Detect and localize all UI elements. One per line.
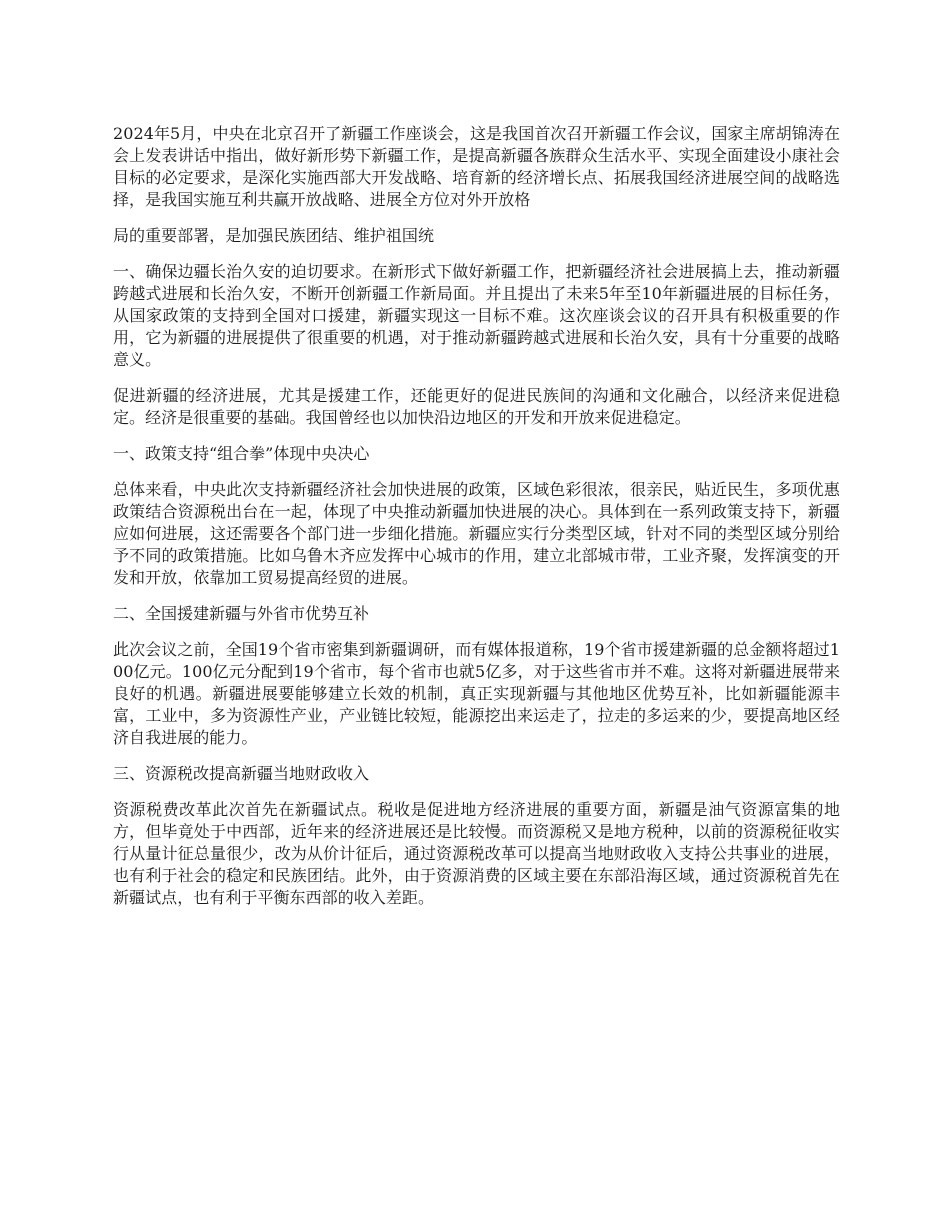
paragraph-intro-continued: 局的重要部署，是加强民族团结、维护祖国统 — [113, 226, 435, 245]
paragraph-economic-development: 促进新疆的经济进展，尤其是援建工作，还能更好的促进民族间的沟通和文化融合，以经济来促进稳定。经济是很重要的基础。我国曾经也以加快沿边地区的开发和开放来促进稳定。 — [113, 386, 840, 427]
paragraph-resource-tax: 资源税费改革此次首先在新疆试点。税收是促进地方经济进展的重要方面，新疆是油气资源富集的地方，但毕竟处于中西部，近年来的经济进展还是比较慢。而资源税又是地方税种，以前的资源税征收实行从量计征总量很少，改为从价计征后，通过资源税改革可以提高当地财政收入支持公共事业的进展，也有利于社会的稳定和民族团结。此外，由于资源消费的区域主要在东部沿海区域，通过资源税首先在新疆试点，也有利于平衡东西部的收入差距。 — [113, 800, 840, 907]
paragraph-national-aid: 此次会议之前，全国19个省市密集到新疆调研，而有媒体报道称，19个省市援建新疆的总金额将超过100亿元。100亿元分配到19个省市，每个省市也就5亿多，对于这些省市并不难。这将对新疆进展带来良好的机遇。新疆进展要能够建立长效的机制，真正实现新疆与其他地区优势互补，比如新疆能源丰富，工业中，多为资源性产业，产业链比较短，能源挖出来运走了，拉走的多运来的少，要提高地区经济自我进展的能力。 — [113, 640, 840, 747]
paragraph-policy-support: 总体来看，中央此次支持新疆经济社会加快进展的政策，区域色彩很浓，很亲民，贴近民生，多项优惠政策结合资源税出台在一起，体现了中央推动新疆加快进展的决心。具体到在一系列政策支持下，新疆应如何进展，这还需要各个部门进一步细化措施。新疆应实行分类型区域，针对不同的类型区域分别给予不同的政策措施。比如乌鲁木齐应发挥中心城市的作用，建立北部城市带，工业齐聚，发挥演变的开发和开放，依靠加工贸易提高经贸的进展。 — [113, 480, 840, 587]
document-body — [113, 123, 840, 923]
section-heading-policy-support: 一、政策支持“组合拳”体现中央决心 — [113, 444, 370, 463]
paragraph-border-stability: 一、确保边疆长治久安的迫切要求。在新形式下做好新疆工作，把新疆经济社会进展搞上去，推动新疆跨越式进展和长治久安，不断开创新疆工作新局面。并且提出了未来5年至10年新疆进展的目标任务，从国家政策的支持到全国对口援建，新疆实现这一目标不难。这次座谈会议的召开具有积极重要的作用，它为新疆的进展提供了很重要的机遇，对于推动新疆跨越式进展和长治久安，具有十分重要的战略意义。 — [113, 262, 840, 369]
section-heading-national-aid: 二、全国援建新疆与外省市优势互补 — [113, 604, 370, 623]
paragraph-intro: 2024年5月，中央在北京召开了新疆工作座谈会，这是我国首次召开新疆工作会议，国家主席胡锦涛在会上发表讲话中指出，做好新形势下新疆工作，是提高新疆各族群众生活水平、实现全面建设小康社会目标的必定要求，是深化实施西部大开发战略、培育新的经济增长点、拓展我国经济进展空间的战略选择，是我国实施互利共赢开放战略、进展全方位对外开放格 — [113, 124, 840, 209]
section-heading-resource-tax: 三、资源税改提高新疆当地财政收入 — [113, 764, 370, 783]
